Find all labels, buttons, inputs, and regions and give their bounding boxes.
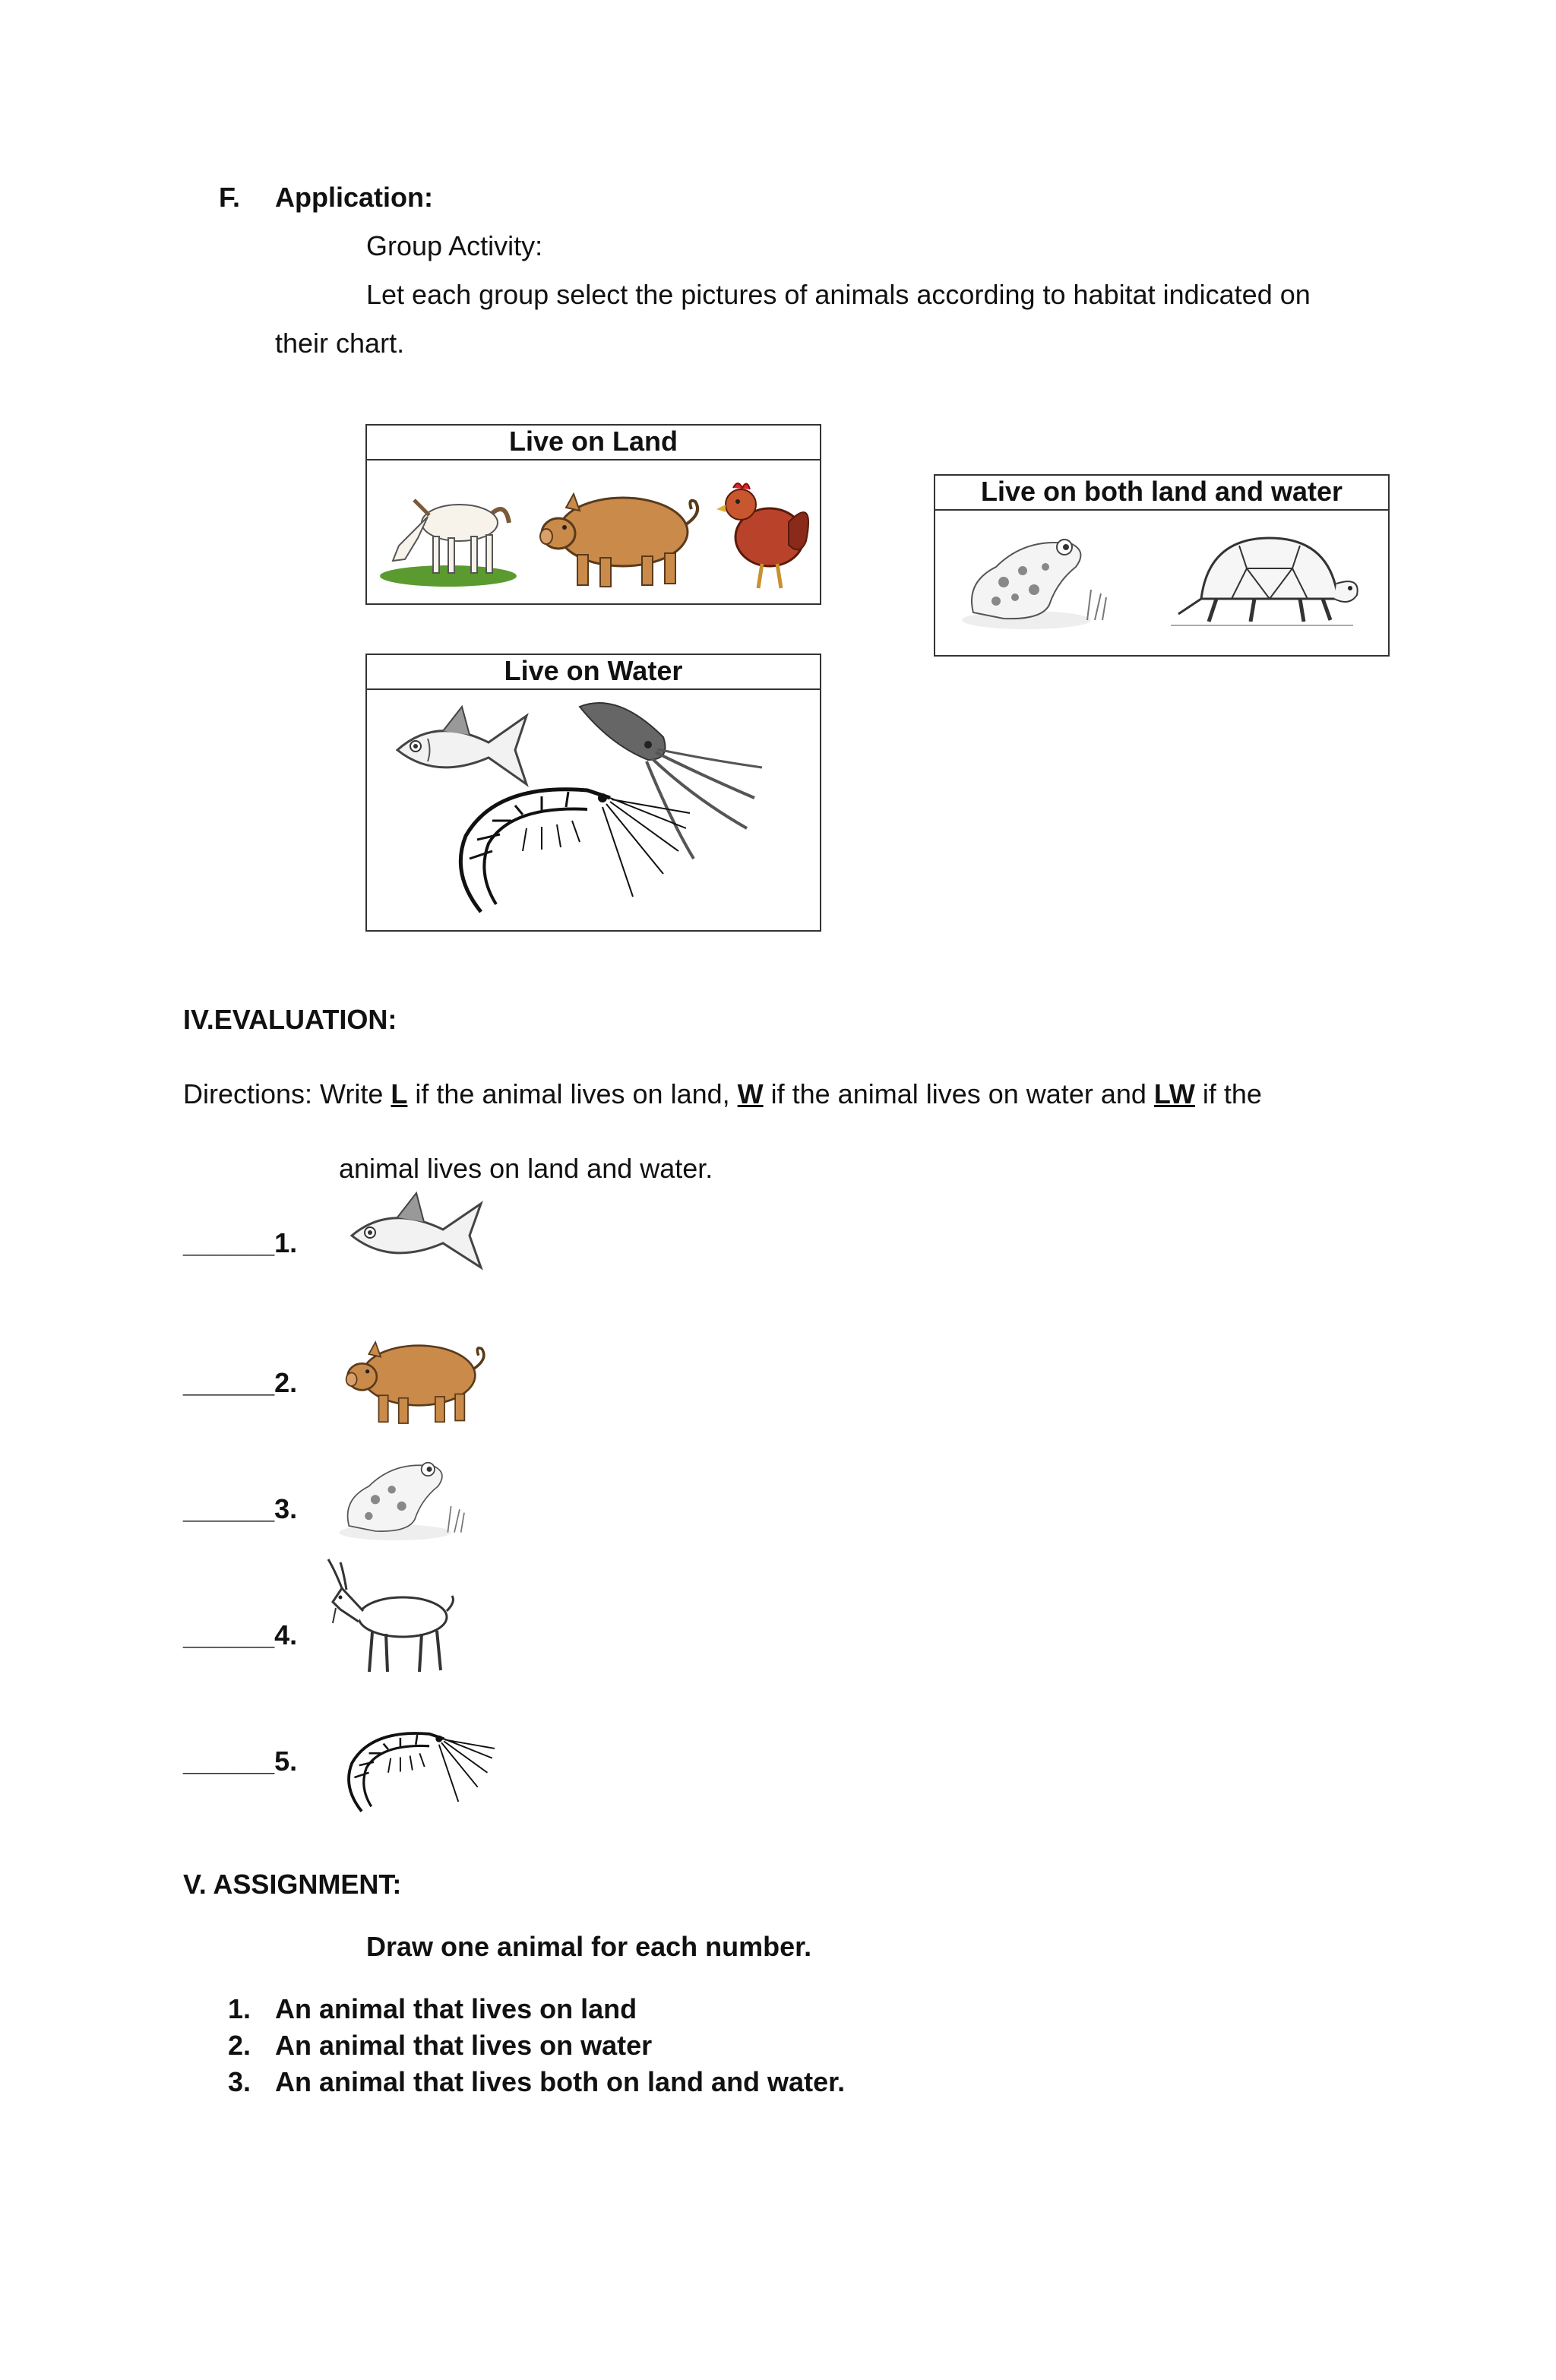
assignment-item-3: An animal that lives both on land and water.: [275, 2066, 846, 2097]
assignment-instruction: Draw one animal for each number.: [366, 1931, 812, 1962]
chart-title-water: Live on Water: [367, 655, 820, 690]
directions-mid-2: if the animal lives on water and: [763, 1078, 1154, 1109]
shrimp-icon: [435, 752, 694, 919]
chart-title-land: Live on Land: [367, 426, 820, 460]
eval-item-2[interactable]: ______2.: [183, 1367, 298, 1398]
assignment-item-1: An animal that lives on land: [275, 1993, 637, 2024]
eval-item-1[interactable]: ______1.: [183, 1227, 298, 1258]
group-activity-label: Group Activity:: [366, 230, 543, 261]
shrimp-icon: [316, 1710, 514, 1816]
chart-live-on-water: [365, 654, 821, 932]
code-land: L: [391, 1078, 408, 1109]
fish-icon: [340, 1190, 492, 1274]
eval-item-3[interactable]: ______3.: [183, 1493, 298, 1524]
pig-icon: [331, 1322, 506, 1429]
directions-prefix: Directions: Write: [183, 1078, 391, 1109]
turtle-icon: [1171, 523, 1361, 637]
horse-icon: [376, 470, 520, 591]
directions-line-1: [183, 1078, 1262, 1111]
chart-live-on-both: [934, 474, 1390, 657]
directions-line-2: animal lives on land and water.: [339, 1153, 713, 1184]
eval-item-5[interactable]: ______5.: [183, 1745, 298, 1777]
pig-icon: [536, 471, 710, 593]
instruction-line-1: Let each group select the pictures of animals according to habitat indicated on: [366, 279, 1311, 310]
assignment-num-1: 1.: [228, 1993, 251, 2024]
frog-icon: [958, 521, 1118, 635]
assignment-heading: V. ASSIGNMENT:: [183, 1869, 402, 1900]
code-both: LW: [1153, 1078, 1195, 1109]
assignment-num-3: 3.: [228, 2066, 251, 2097]
rooster-icon: [716, 465, 815, 594]
eval-item-4[interactable]: ______4.: [183, 1619, 298, 1650]
assignment-item-2: An animal that lives on water: [275, 2030, 653, 2061]
directions-suffix: if the: [1194, 1078, 1262, 1109]
chart-title-both: Live on both land and water: [935, 476, 1388, 511]
section-letter: F.: [219, 182, 241, 213]
chart-live-on-land: [365, 424, 821, 605]
application-heading: Application:: [275, 182, 433, 213]
frog-icon: [325, 1447, 485, 1546]
directions-mid-1: if the animal lives on land,: [407, 1078, 738, 1109]
evaluation-heading: IV.EVALUATION:: [183, 1004, 397, 1035]
goat-icon: [319, 1558, 463, 1679]
assignment-num-2: 2.: [228, 2030, 251, 2061]
instruction-line-2: their chart.: [275, 328, 405, 359]
code-water: W: [737, 1078, 764, 1109]
